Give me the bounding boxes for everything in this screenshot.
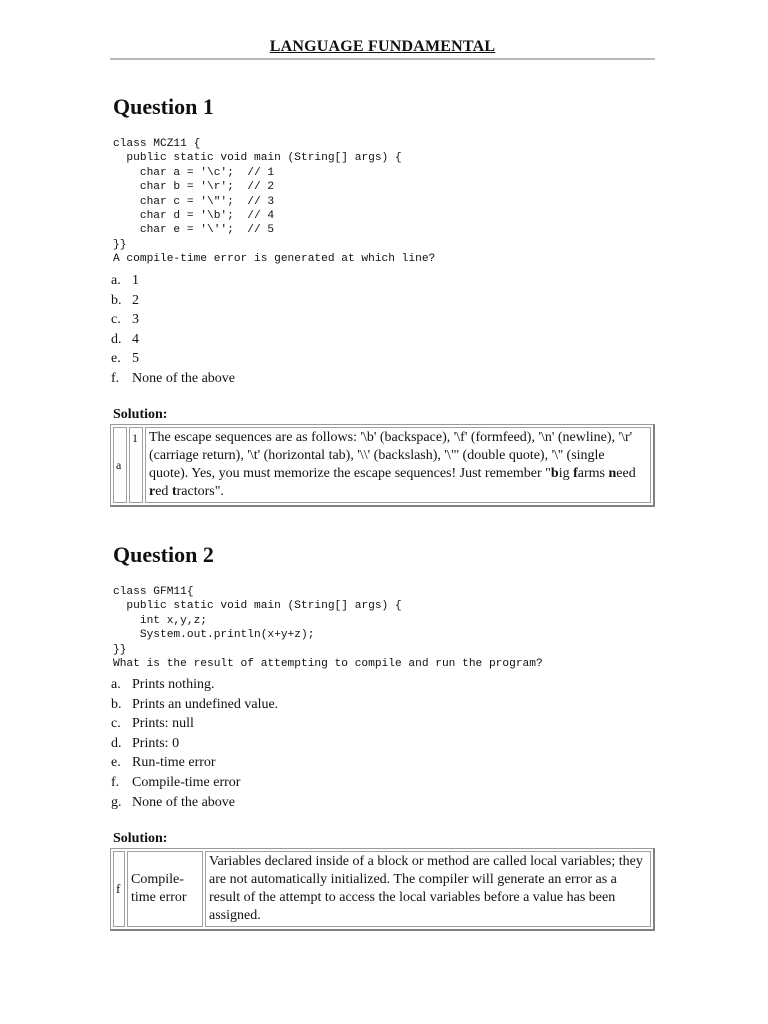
solution-answer-letter: a — [113, 427, 127, 503]
solution-answer-letter: f — [113, 851, 125, 927]
question-2-option: b. Prints an undefined value. — [111, 696, 279, 712]
question-2-option: c. Prints: null — [111, 716, 194, 732]
question-1-solution-label: Solution: — [113, 407, 168, 422]
question-2-option: e. Run-time error — [111, 755, 216, 771]
question-1-option: d. 4 — [111, 331, 139, 347]
question-2-options — [110, 675, 278, 812]
question-2-solution-table — [110, 848, 655, 931]
question-2-option: f. Compile-time error — [111, 774, 241, 790]
question-2-option: d. Prints: 0 — [111, 735, 180, 751]
question-1-options — [110, 271, 235, 389]
document-title: LANGUAGE FUNDAMENTAL — [269, 38, 496, 55]
question-1-solution-table — [110, 424, 655, 507]
question-1-option: e. 5 — [111, 351, 139, 367]
solution-answer-value: Compile-time error — [127, 851, 203, 927]
question-1-option: a. 1 — [111, 273, 139, 288]
question-2-solution-label: Solution: — [113, 831, 168, 846]
question-2-code: class GFM11{ public static void main (String[] args) { int x,y,z; System.out.println(x+y+z); }} What is the result of attempting to compile and run the program? — [113, 586, 543, 671]
title-divider — [110, 58, 655, 60]
solution-explanation: Variables declared inside of a block or method are called local variables; they are not automatically initialized. The compiler will generate an error as a result of the attempt to access the local variables before a value has been assigned. — [205, 851, 651, 927]
question-2-option: a. Prints nothing. — [111, 677, 215, 692]
question-1-option: f. None of the above — [111, 370, 236, 386]
question-2-title: Question 2 — [113, 542, 214, 567]
solution-row — [113, 427, 651, 503]
solution-explanation: The escape sequences are as follows: '\b' (backspace), '\f' (formfeed), '\n' (newline), '\r' (carriage return), '\t' (horizontal tab), '\\' (backslash), '\"' (double quote), '\'' (single quote). Yes, you must memorize the escape sequences! Just remember "big farms need red tractors". — [145, 427, 651, 503]
question-1-title: Question 1 — [113, 94, 214, 119]
question-1-code: class MCZ11 { public static void main (String[] args) { char a = '\c'; // 1 char b = '\r'; // 2 char c = '\"'; // 3 char d = '\b'; // 4 char e = '\''; // 5 }} A compile-time error is generated at which line? — [113, 138, 436, 266]
question-2-option: g. None of the above — [111, 794, 236, 810]
solution-row — [113, 851, 651, 927]
question-1-option: b. 2 — [111, 292, 139, 308]
question-1-option: c. 3 — [111, 312, 139, 328]
solution-answer-value: 1 — [129, 427, 143, 503]
